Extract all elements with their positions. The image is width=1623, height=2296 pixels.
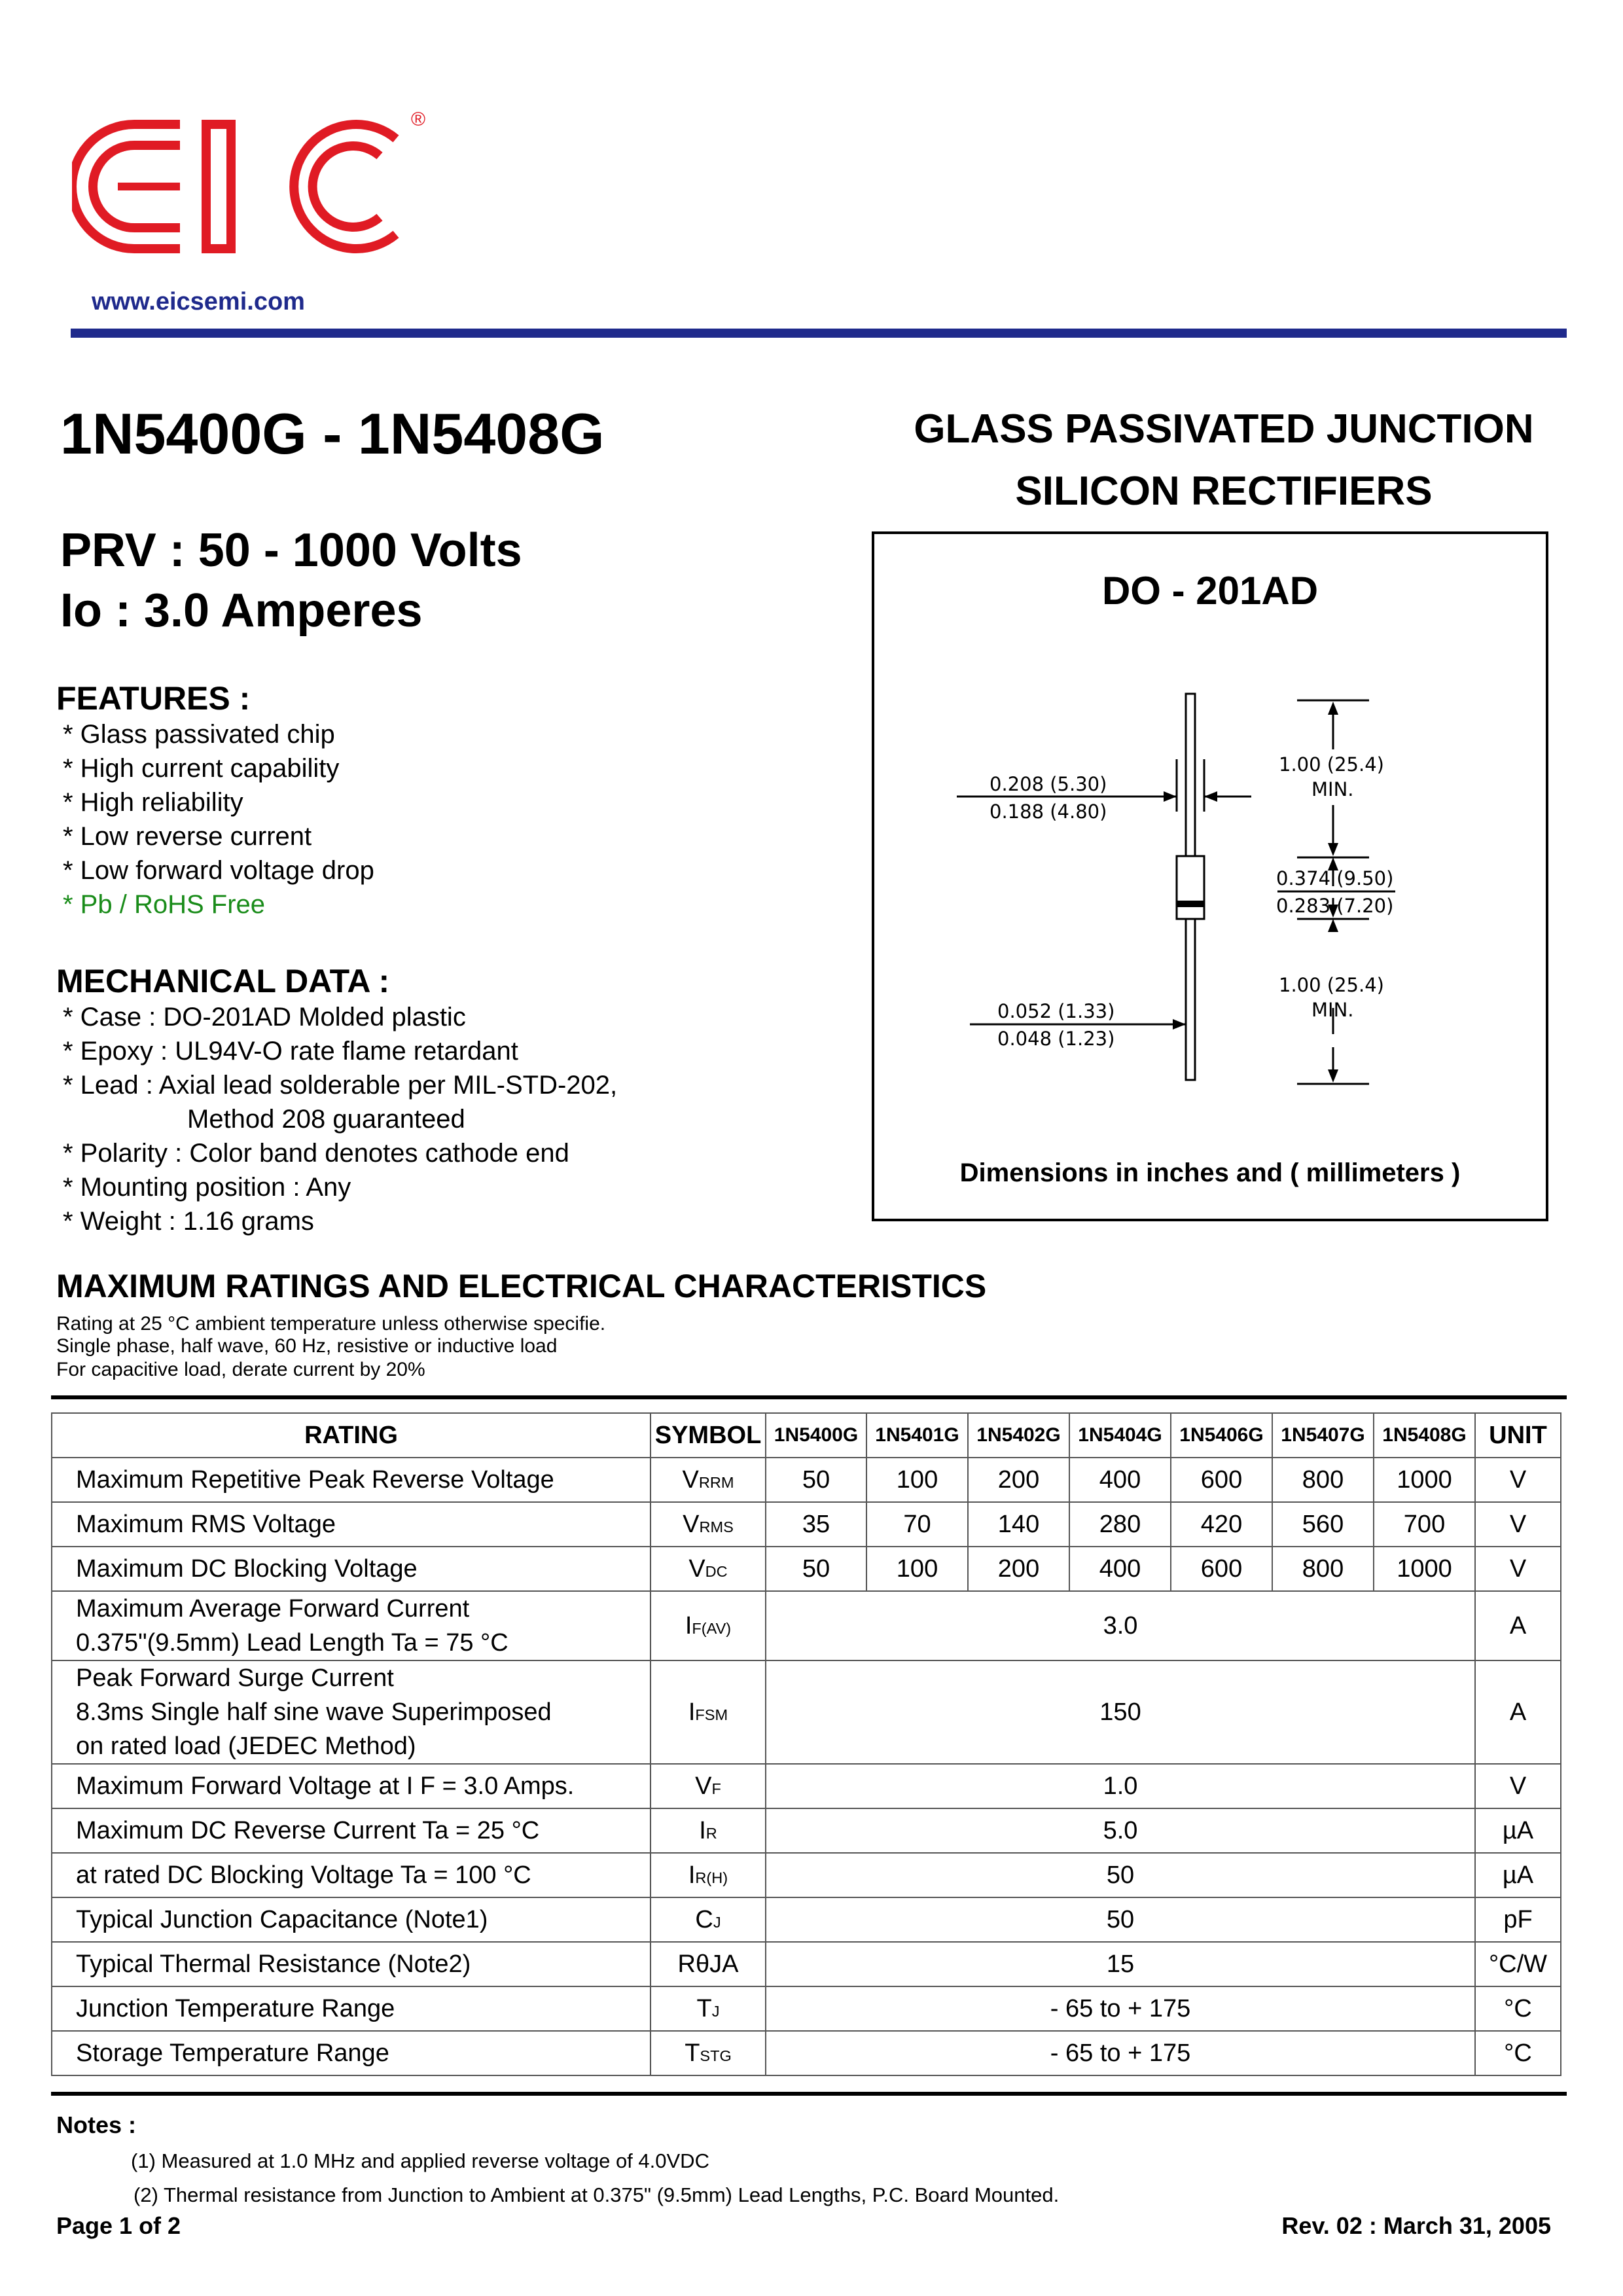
- value-cell: 140: [968, 1502, 1069, 1547]
- table-row: [52, 1764, 1561, 1808]
- mechanical-item: * Weight : 1.16 grams: [63, 1207, 314, 1236]
- io-spec: Io : 3.0 Amperes: [60, 584, 423, 637]
- rating-label: 0.375"(9.5mm) Lead Length Ta = 75 °C: [76, 1629, 508, 1657]
- symbol-cell: IFSM: [651, 1660, 766, 1764]
- ratings-table: [51, 1412, 1561, 2076]
- symbol-cell: TSTG: [651, 2031, 766, 2075]
- package-dimension-drawing: [872, 655, 1548, 1113]
- unit-cell: V: [1475, 1502, 1561, 1547]
- value-cell: 15: [766, 1942, 1475, 1986]
- rating-label: Maximum RMS Voltage: [76, 1511, 336, 1538]
- rating-condition-1: Rating at 25 °C ambient temperature unless otherwise specifie.: [56, 1313, 606, 1335]
- value-cell: 700: [1374, 1502, 1475, 1547]
- value-cell: 280: [1069, 1502, 1171, 1547]
- rating-label: Peak Forward Surge Current: [76, 1664, 394, 1692]
- dim-lead-length-top: 1.00 (25.4): [1279, 753, 1384, 776]
- value-cell: 800: [1272, 1458, 1374, 1502]
- logo-text: EIC: [72, 98, 73, 99]
- dim-body-width-min: 0.188 (4.80): [990, 800, 1107, 823]
- rating-label: Storage Temperature Range: [76, 2039, 389, 2067]
- symbol-cell: IR(H): [651, 1853, 766, 1897]
- value-cell: 50: [766, 1897, 1475, 1942]
- table-row: [52, 1591, 1561, 1660]
- rating-condition-3: For capacitive load, derate current by 20%: [56, 1359, 425, 1380]
- rating-label: Typical Thermal Resistance (Note2): [76, 1950, 471, 1978]
- symbol-cell: VRMS: [651, 1502, 766, 1547]
- unit-cell: °C/W: [1475, 1942, 1561, 1986]
- symbol-cell: RθJA: [651, 1942, 766, 1986]
- registered-mark: ®: [411, 109, 426, 130]
- unit-cell: µA: [1475, 1853, 1561, 1897]
- value-cell: 200: [968, 1458, 1069, 1502]
- col-unit: UNIT: [1475, 1413, 1561, 1458]
- note-2: (2) Thermal resistance from Junction to Ambient at 0.375" (9.5mm) Lead Lengths, P.C. Board Mounted.: [134, 2183, 1060, 2206]
- rating-label: 8.3ms Single half sine wave Superimposed: [76, 1698, 552, 1726]
- diode-body: [1177, 856, 1204, 919]
- value-cell: 50: [766, 1547, 866, 1591]
- table-row: [52, 1660, 1561, 1764]
- value-cell: 100: [866, 1458, 968, 1502]
- dim-lead-dia-min: 0.048 (1.23): [997, 1028, 1115, 1050]
- ratings-heading: MAXIMUM RATINGS AND ELECTRICAL CHARACTERISTICS: [56, 1268, 987, 1304]
- value-cell: - 65 to + 175: [766, 2031, 1475, 2075]
- table-header-row: [52, 1413, 1561, 1458]
- feature-item: * High current capability: [63, 754, 340, 783]
- mechanical-item: * Mounting position : Any: [63, 1173, 351, 1202]
- table-bottom-rule: [51, 2092, 1567, 2096]
- table-top-rule: [51, 1395, 1567, 1399]
- dim-lead-length-top-min: MIN.: [1311, 778, 1354, 800]
- rating-label: Maximum Repetitive Peak Reverse Voltage: [76, 1466, 554, 1494]
- value-cell: 1.0: [766, 1764, 1475, 1808]
- unit-cell: V: [1475, 1764, 1561, 1808]
- rating-label: Maximum DC Reverse Current Ta = 25 °C: [76, 1817, 540, 1844]
- col-part: 1N5408G: [1374, 1413, 1475, 1458]
- header-divider: [71, 329, 1567, 338]
- website-link[interactable]: www.eicsemi.com: [92, 288, 305, 315]
- value-cell: 100: [866, 1547, 968, 1591]
- symbol-cell: IF(AV): [651, 1591, 766, 1660]
- dim-lead-length-bottom-min: MIN.: [1311, 999, 1354, 1021]
- dim-lead-dia-max: 0.052 (1.33): [997, 1000, 1115, 1022]
- description-line-1: GLASS PASSIVATED JUNCTION: [914, 406, 1534, 452]
- bottom-lead: [1186, 919, 1195, 1080]
- mechanical-item: * Lead : Axial lead solderable per MIL-STD-202,: [63, 1071, 618, 1100]
- unit-cell: °C: [1475, 2031, 1561, 2075]
- symbol-cell: VRRM: [651, 1458, 766, 1502]
- col-part: 1N5404G: [1069, 1413, 1171, 1458]
- rating-condition-2: Single phase, half wave, 60 Hz, resistive or inductive load: [56, 1335, 558, 1357]
- value-cell: 560: [1272, 1502, 1374, 1547]
- col-rating: RATING: [52, 1413, 651, 1458]
- dim-body-width-max: 0.208 (5.30): [990, 773, 1107, 795]
- unit-cell: V: [1475, 1458, 1561, 1502]
- dim-body-length-max: 0.374 (9.50): [1276, 867, 1394, 889]
- value-cell: 3.0: [766, 1591, 1475, 1660]
- table-row: [52, 1897, 1561, 1942]
- col-symbol: SYMBOL: [651, 1413, 766, 1458]
- dimensions-note: Dimensions in inches and ( millimeters ): [959, 1158, 1461, 1187]
- revision-date: Rev. 02 : March 31, 2005: [1281, 2212, 1551, 2239]
- col-part: 1N5400G: [766, 1413, 866, 1458]
- symbol-cell: VF: [651, 1764, 766, 1808]
- mechanical-list: [63, 1000, 617, 1238]
- symbol-cell: VDC: [651, 1547, 766, 1591]
- symbol-cell: TJ: [651, 1986, 766, 2031]
- note-1: (1) Measured at 1.0 MHz and applied reverse voltage of 4.0VDC: [131, 2149, 709, 2172]
- rating-label: at rated DC Blocking Voltage Ta = 100 °C: [76, 1861, 531, 1889]
- value-cell: 5.0: [766, 1808, 1475, 1853]
- unit-cell: µA: [1475, 1808, 1561, 1853]
- rating-label: Typical Junction Capacitance (Note1): [76, 1906, 488, 1933]
- value-cell: 1000: [1374, 1458, 1475, 1502]
- page-number: Page 1 of 2: [56, 2212, 181, 2239]
- feature-item-rohs: * Pb / RoHS Free: [63, 890, 266, 919]
- dim-body-length-min: 0.283 (7.20): [1276, 895, 1394, 917]
- dim-lead-length-bottom: 1.00 (25.4): [1279, 974, 1384, 996]
- table-row: [52, 1808, 1561, 1853]
- features-heading: FEATURES :: [56, 680, 251, 717]
- table-row: [52, 1986, 1561, 2031]
- table-row: [52, 1942, 1561, 1986]
- description-line-2: SILICON RECTIFIERS: [1015, 469, 1433, 514]
- package-title: DO - 201AD: [1101, 569, 1319, 613]
- prv-spec: PRV : 50 - 1000 Volts: [60, 524, 522, 577]
- col-part: 1N5402G: [968, 1413, 1069, 1458]
- table-row: [52, 1547, 1561, 1591]
- feature-item: * Low forward voltage drop: [63, 856, 374, 885]
- unit-cell: °C: [1475, 1986, 1561, 2031]
- mechanical-item: Method 208 guaranteed: [187, 1105, 465, 1134]
- value-cell: 400: [1069, 1458, 1171, 1502]
- unit-cell: pF: [1475, 1897, 1561, 1942]
- value-cell: 1000: [1374, 1547, 1475, 1591]
- table-row: [52, 1502, 1561, 1547]
- unit-cell: V: [1475, 1547, 1561, 1591]
- symbol-cell: CJ: [651, 1897, 766, 1942]
- col-part: 1N5406G: [1171, 1413, 1272, 1458]
- value-cell: 400: [1069, 1547, 1171, 1591]
- rating-label: Maximum Average Forward Current: [76, 1595, 470, 1623]
- value-cell: 70: [866, 1502, 968, 1547]
- value-cell: 420: [1171, 1502, 1272, 1547]
- unit-cell: A: [1475, 1591, 1561, 1660]
- features-list: [63, 717, 374, 922]
- table-row: [52, 1458, 1561, 1502]
- unit-cell: A: [1475, 1660, 1561, 1764]
- col-part: 1N5401G: [866, 1413, 968, 1458]
- part-range-title: 1N5400G - 1N5408G: [60, 401, 605, 466]
- mechanical-item: * Epoxy : UL94V-O rate flame retardant: [63, 1037, 518, 1066]
- mechanical-item: * Case : DO-201AD Molded plastic: [63, 1003, 466, 1031]
- mechanical-heading: MECHANICAL DATA :: [56, 963, 390, 999]
- rating-label: Maximum Forward Voltage at I F = 3.0 Amps.: [76, 1772, 575, 1800]
- value-cell: 50: [766, 1458, 866, 1502]
- symbol-cell: IR: [651, 1808, 766, 1853]
- table-row: [52, 2031, 1561, 2075]
- eic-logo: [72, 98, 438, 288]
- mechanical-item: * Polarity : Color band denotes cathode end: [63, 1139, 569, 1168]
- notes-heading: Notes :: [56, 2111, 137, 2138]
- rating-label: on rated load (JEDEC Method): [76, 1732, 416, 1760]
- feature-item: * High reliability: [63, 788, 243, 817]
- value-cell: 150: [766, 1660, 1475, 1764]
- value-cell: 35: [766, 1502, 866, 1547]
- cathode-band: [1177, 901, 1204, 907]
- rating-label: Junction Temperature Range: [76, 1995, 395, 2022]
- value-cell: - 65 to + 175: [766, 1986, 1475, 2031]
- value-cell: 50: [766, 1853, 1475, 1897]
- feature-item: * Low reverse current: [63, 822, 312, 851]
- value-cell: 800: [1272, 1547, 1374, 1591]
- value-cell: 200: [968, 1547, 1069, 1591]
- top-lead: [1186, 694, 1195, 856]
- col-part: 1N5407G: [1272, 1413, 1374, 1458]
- value-cell: 600: [1171, 1547, 1272, 1591]
- feature-item: * Glass passivated chip: [63, 720, 335, 749]
- value-cell: 600: [1171, 1458, 1272, 1502]
- rating-label: Maximum DC Blocking Voltage: [76, 1555, 418, 1583]
- table-row: [52, 1853, 1561, 1897]
